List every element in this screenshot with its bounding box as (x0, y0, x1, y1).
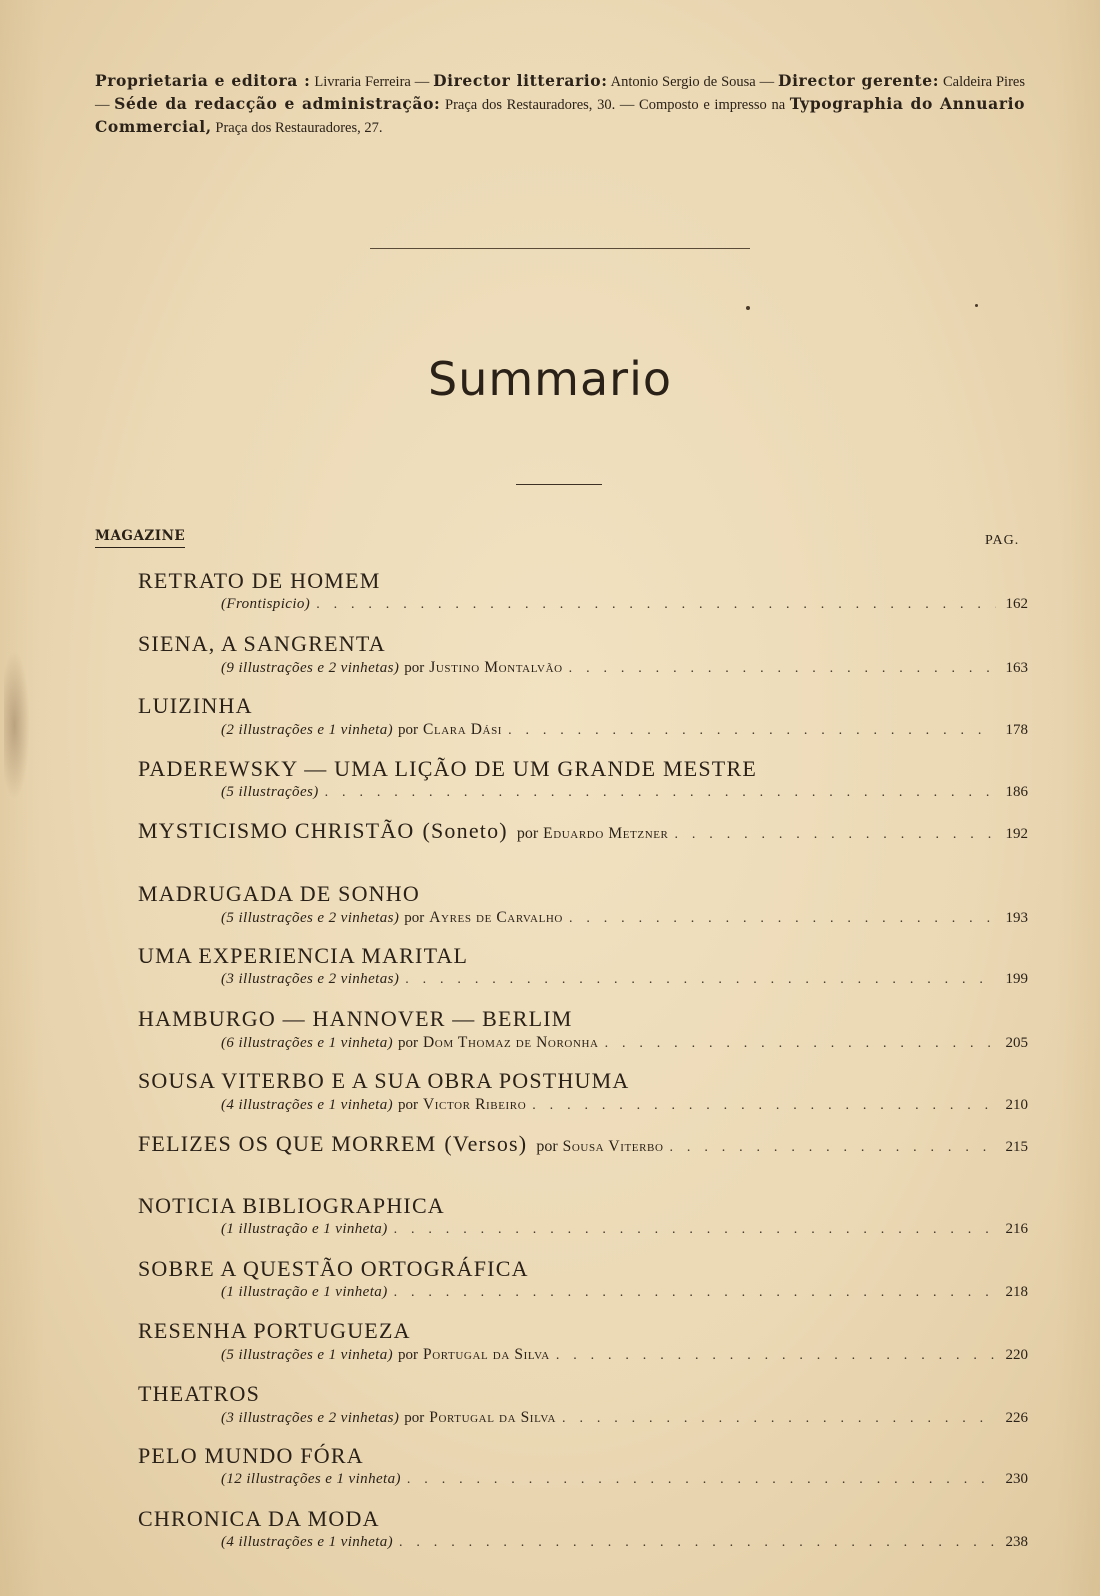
toc-entry-line (221, 1534, 1028, 1551)
toc-entry-page: 162 (1005, 596, 1028, 612)
toc-entry-line (221, 1346, 1028, 1364)
toc-entry-line (138, 1130, 1028, 1158)
imprint-office-label: Séde da redacção e administração: (114, 94, 441, 113)
toc-entry-title: THEATROS (138, 1380, 261, 1406)
toc-entry-note: (1 illustração e 1 vinheta) (221, 1283, 388, 1300)
dot-leader (407, 1472, 996, 1488)
toc-entry-page: 226 (1005, 1409, 1028, 1426)
toc-entry-line (221, 909, 1028, 927)
toc-entry-note: (12 illustrações e 1 vinheta) (221, 1471, 401, 1487)
toc-entry-note: (Frontispicio) (221, 596, 311, 612)
imprint-publisher-label: Proprietaria e editora : (95, 71, 311, 90)
toc-entry-page: 210 (1005, 1097, 1028, 1113)
table-of-contents (138, 567, 1028, 1567)
imprint-printer: Praça dos Restauradores, 27. (211, 120, 383, 136)
toc-entry-note: (2 illustrações e 1 vinheta) (221, 722, 393, 738)
toc-entry-title: NOTICIA BIBLIOGRAPHICA (138, 1193, 445, 1218)
toc-entry (138, 1317, 1028, 1380)
toc-entry (138, 1067, 1028, 1130)
toc-entry-note: (Soneto) (422, 818, 508, 843)
toc-entry-title: MADRUGADA DE SONHO (138, 880, 420, 906)
toc-entry-line (221, 596, 1028, 613)
dot-leader (532, 1098, 996, 1114)
toc-entry-note: (Versos) (444, 1130, 528, 1156)
toc-entry-title: UMA EXPERIENCIA MARITAL (138, 943, 469, 968)
page-column-label: PAG. (985, 533, 1020, 548)
toc-entry-line (138, 817, 1028, 845)
toc-entry-by: por (516, 825, 539, 842)
toc-entry-author: Eduardo Metzner (543, 825, 669, 842)
imprint-literary-director: Antonio Sergio de Sousa — (607, 74, 779, 90)
toc-entry-line (221, 1471, 1028, 1488)
toc-entry-author: Victor Ribeiro (423, 1096, 527, 1113)
toc-entry (138, 1005, 1028, 1068)
ink-speck (746, 306, 750, 310)
imprint-manager-label: Director gerente: (778, 71, 940, 90)
toc-entry-page: 178 (1005, 722, 1028, 738)
toc-entry-title: MYSTICISMO CHRISTÃO (138, 818, 415, 843)
toc-entry-title: FELIZES OS QUE MORREM (138, 1130, 437, 1156)
toc-entry-author: Dom Thomaz de Noronha (423, 1033, 599, 1051)
toc-entry (138, 1130, 1028, 1193)
toc-entry (138, 692, 1028, 755)
toc-entry-page: 215 (1005, 1138, 1028, 1155)
toc-entry-page: 230 (1005, 1471, 1028, 1487)
toc-entry-line (221, 784, 1028, 801)
toc-entry-author: Ayres de Carvalho (429, 908, 563, 926)
toc-entry-by: por (398, 1034, 418, 1051)
title-divider (516, 484, 602, 485)
toc-entry (138, 567, 1028, 630)
toc-entry-page: 192 (1005, 826, 1028, 842)
toc-entry-page: 216 (1005, 1221, 1028, 1237)
toc-entry-note: (3 illustrações e 2 vinhetas) (221, 1409, 400, 1426)
toc-entry-note: (3 illustrações e 2 vinhetas) (221, 971, 400, 987)
toc-entry-title: SOUSA VITERBO E A SUA OBRA POSTHUMA (138, 1068, 630, 1093)
toc-entry-note: (4 illustrações e 1 vinheta) (221, 1097, 393, 1113)
toc-entry-note: (1 illustração e 1 vinheta) (221, 1221, 388, 1237)
toc-entry (138, 1192, 1028, 1255)
imprint-printer-label: Typographia do Annuario Commercial, (95, 94, 1026, 136)
toc-entry-title: PADEREWSKY — UMA LIÇÃO DE UM GRANDE MESTRE (138, 755, 757, 781)
toc-entry-note: (4 illustrações e 1 vinheta) (221, 1533, 393, 1550)
dot-leader (325, 785, 996, 801)
toc-entry-page: 186 (1005, 783, 1028, 800)
toc-entry-by: por (536, 1137, 558, 1155)
dot-leader (316, 597, 996, 613)
dot-leader (569, 911, 996, 927)
toc-entry-by: por (404, 659, 425, 676)
toc-entry-by: por (398, 722, 418, 738)
dot-leader (556, 1348, 996, 1364)
toc-entry-author: Clara Dási (423, 721, 503, 738)
imprint-literary-director-label: Director litterario: (433, 71, 608, 90)
toc-entry (138, 942, 1028, 1005)
toc-entry (138, 1255, 1028, 1318)
dot-leader (508, 723, 996, 739)
toc-entry-title: RESENHA PORTUGUEZA (138, 1318, 411, 1343)
toc-entry (138, 880, 1028, 943)
toc-entry-author: Portugal da Silva (423, 1346, 550, 1363)
toc-entry-line (221, 1221, 1028, 1238)
toc-entry-line (221, 1284, 1028, 1301)
toc-entry-title: HAMBURGO — HANNOVER — BERLIM (138, 1005, 573, 1031)
toc-entry (138, 755, 1028, 818)
toc-entry-line (221, 1409, 1028, 1427)
toc-entry-by: por (404, 909, 425, 926)
dot-leader (670, 1140, 996, 1156)
toc-entry-title: LUIZINHA (138, 693, 253, 718)
toc-entry-title: PELO MUNDO FÓRA (138, 1443, 364, 1468)
top-divider (370, 248, 750, 249)
imprint-manager: Caldeira Pires — (95, 74, 1025, 113)
page-title: Summario (428, 352, 672, 406)
toc-entry-line (221, 971, 1028, 988)
dot-leader (562, 1411, 996, 1427)
toc-entry-by: por (398, 1097, 418, 1113)
toc-entry (138, 817, 1028, 880)
toc-entry-title: SOBRE A QUESTÃO ORTOGRÁFICA (138, 1255, 529, 1281)
toc-entry-note: (5 illustrações) (221, 783, 319, 800)
dot-leader (405, 972, 996, 988)
toc-entry-author: Portugal da Silva (429, 1408, 557, 1426)
toc-entry-title: CHRONICA DA MODA (138, 1505, 380, 1531)
dot-leader (675, 827, 997, 843)
toc-entry-page: 163 (1005, 659, 1028, 676)
dot-leader (394, 1222, 996, 1238)
imprint-block (95, 70, 1025, 139)
toc-entry-line (221, 721, 1028, 739)
toc-entry (138, 1505, 1028, 1568)
toc-entry-title: RETRATO DE HOMEM (138, 568, 381, 593)
toc-entry-note: (6 illustrações e 1 vinheta) (221, 1034, 393, 1051)
toc-entry-page: 218 (1005, 1283, 1028, 1300)
toc-entry-page: 199 (1005, 971, 1028, 987)
toc-entry-page: 220 (1005, 1347, 1028, 1363)
paper-stain (4, 650, 30, 800)
toc-entry (138, 1380, 1028, 1443)
toc-entry (138, 630, 1028, 693)
toc-entry (138, 1442, 1028, 1505)
toc-entry-line (221, 1096, 1028, 1114)
toc-entry-note: (9 illustrações e 2 vinhetas) (221, 659, 400, 676)
toc-entry-author: Justino Montalvão (429, 658, 563, 676)
toc-entry-page: 238 (1005, 1533, 1028, 1550)
dot-leader (399, 1535, 996, 1551)
imprint-publisher: Livraria Ferreira — (310, 74, 434, 90)
dot-leader (605, 1036, 996, 1052)
toc-entry-by: por (398, 1347, 418, 1363)
section-label: MAGAZINE (95, 528, 185, 548)
toc-entry-line (221, 659, 1028, 677)
toc-entry-line (221, 1034, 1028, 1052)
toc-entry-title: SIENA, A SANGRENTA (138, 630, 386, 656)
toc-entry-by: por (404, 1409, 425, 1426)
toc-entry-note: (5 illustrações e 2 vinhetas) (221, 909, 400, 926)
toc-entry-page: 193 (1005, 909, 1028, 926)
imprint-office: Praça dos Restauradores, 30. — Composto e impresso na (440, 97, 790, 113)
dot-leader (394, 1285, 996, 1301)
dot-leader (569, 661, 996, 677)
ink-speck (975, 304, 978, 307)
toc-entry-page: 205 (1005, 1034, 1028, 1051)
toc-entry-note: (5 illustrações e 1 vinheta) (221, 1347, 393, 1363)
toc-entry-author: Sousa Viterbo (562, 1137, 664, 1155)
